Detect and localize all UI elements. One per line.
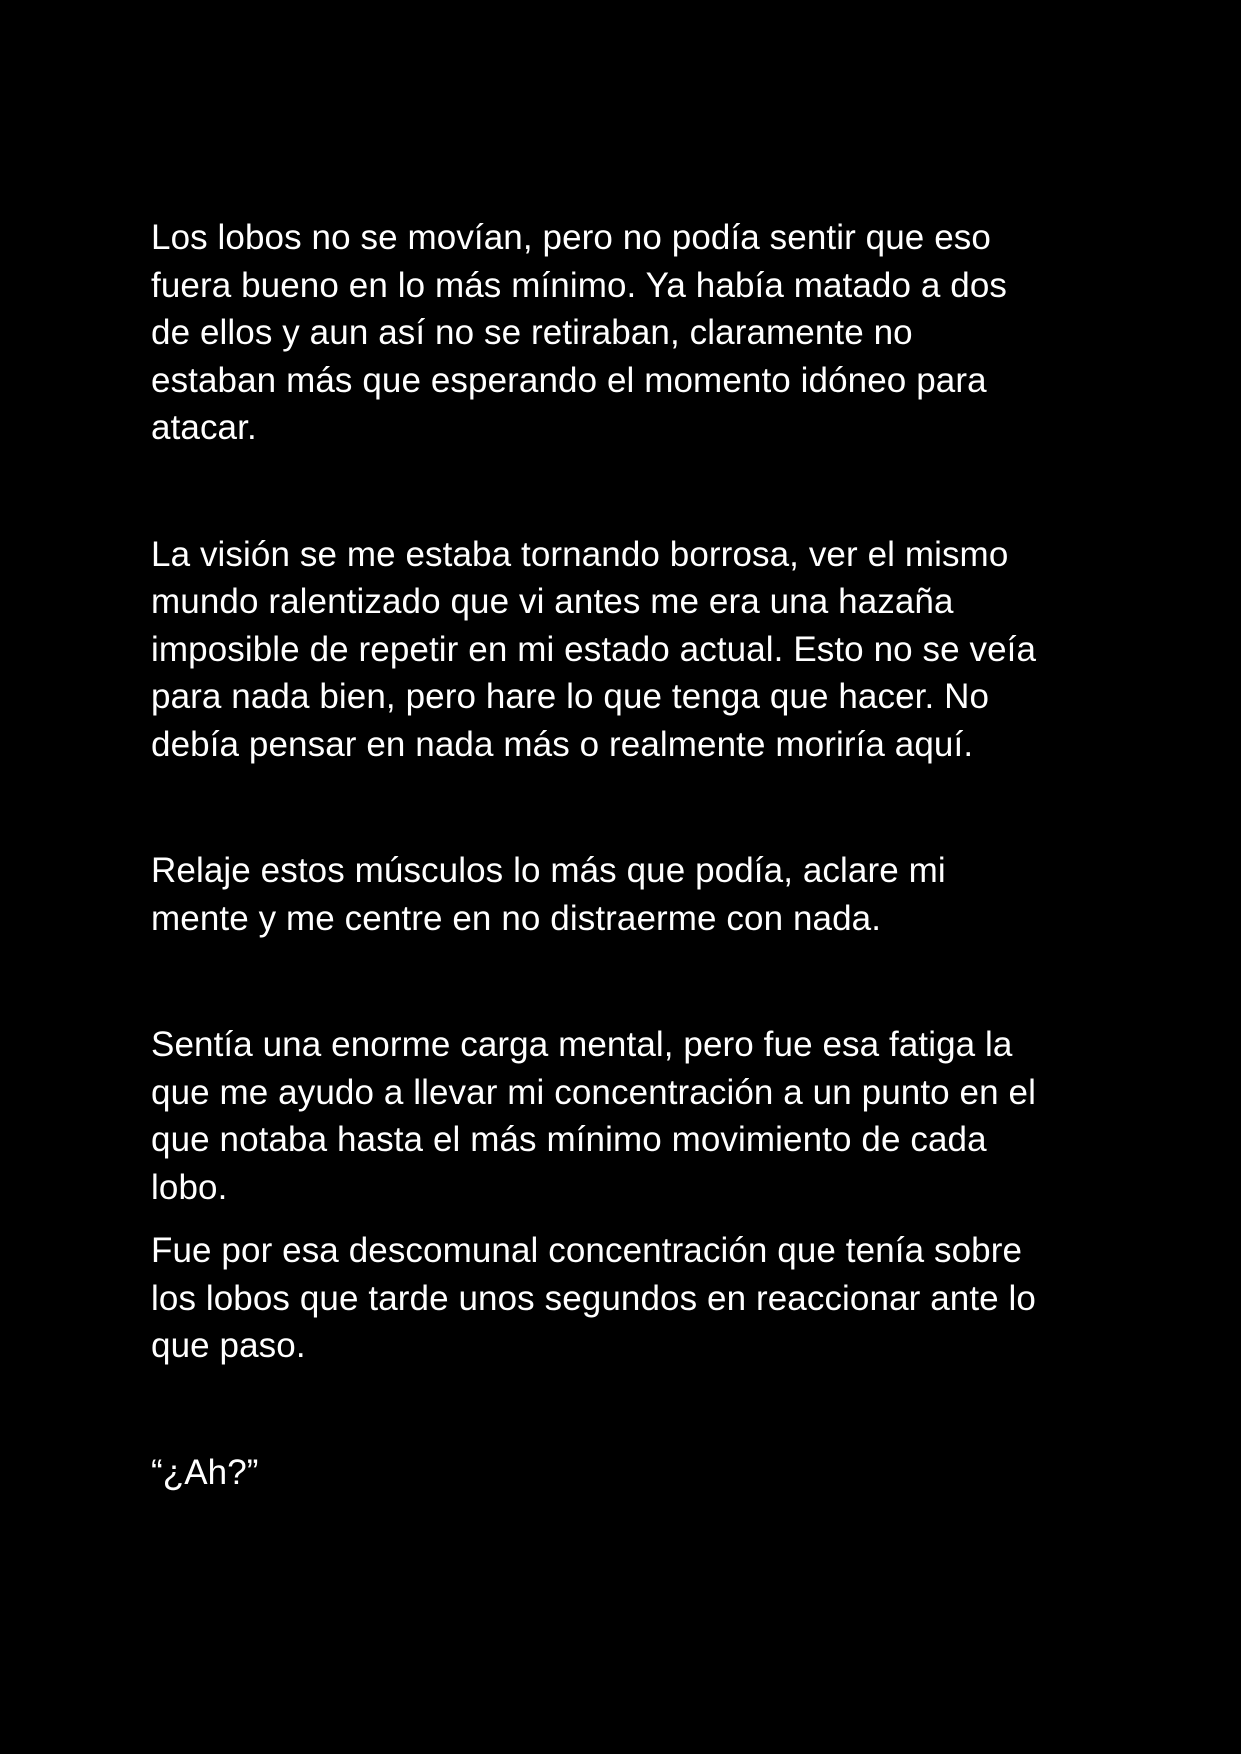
paragraph-line: mente y me centre en no distraerme con nada.: [151, 898, 882, 938]
paragraph-6-dialogue: [151, 1449, 1111, 1497]
paragraph-3: [151, 847, 1111, 942]
paragraph-line: fuera bueno en lo más mínimo. Ya había matado a dos: [151, 265, 1008, 305]
paragraph-line: Relaje estos músculos lo más que podía, aclare mi: [151, 851, 946, 890]
paragraph-line: que notaba hasta el más mínimo movimiento de cada: [151, 1120, 987, 1159]
text-column: [151, 214, 1111, 1496]
paragraph-line: atacar.: [151, 408, 257, 447]
paragraph-5: [151, 1227, 1111, 1370]
paragraph-4: [151, 1021, 1111, 1211]
paragraph-line: mundo ralentizado que vi antes me era una hazaña: [151, 582, 954, 621]
paragraph-line: que me ayudo a llevar mi concentración a un punto en el: [151, 1072, 1036, 1112]
paragraph-line: lobo.: [151, 1167, 228, 1207]
dialogue-line: “¿Ah?”: [151, 1452, 259, 1492]
paragraph-line: para nada bien, pero hare lo que tenga que hacer. No: [151, 677, 990, 716]
paragraph-line: Los lobos no se movían, pero no podía sentir que eso: [151, 218, 991, 257]
paragraph-line: debía pensar en nada más o realmente moriría aquí.: [151, 724, 974, 764]
paragraph-2: [151, 531, 1111, 769]
paragraph-line: de ellos y aun así no se retiraban, claramente no: [151, 313, 913, 352]
paragraph-line: Sentía una enorme carga mental, pero fue esa fatiga la: [151, 1025, 1013, 1064]
paragraph-1: [151, 214, 1111, 452]
paragraph-line: estaban más que esperando el momento idóneo para: [151, 360, 987, 400]
paragraph-line: imposible de repetir en mi estado actual. Esto no se veía: [151, 629, 1037, 669]
paragraph-line: Fue por esa descomunal concentración que tenía sobre: [151, 1231, 1023, 1270]
paragraph-line: los lobos que tarde unos segundos en reaccionar ante lo: [151, 1278, 1036, 1318]
paragraph-line: que paso.: [151, 1326, 306, 1365]
paragraph-line: La visión se me estaba tornando borrosa, ver el mismo: [151, 534, 1009, 574]
